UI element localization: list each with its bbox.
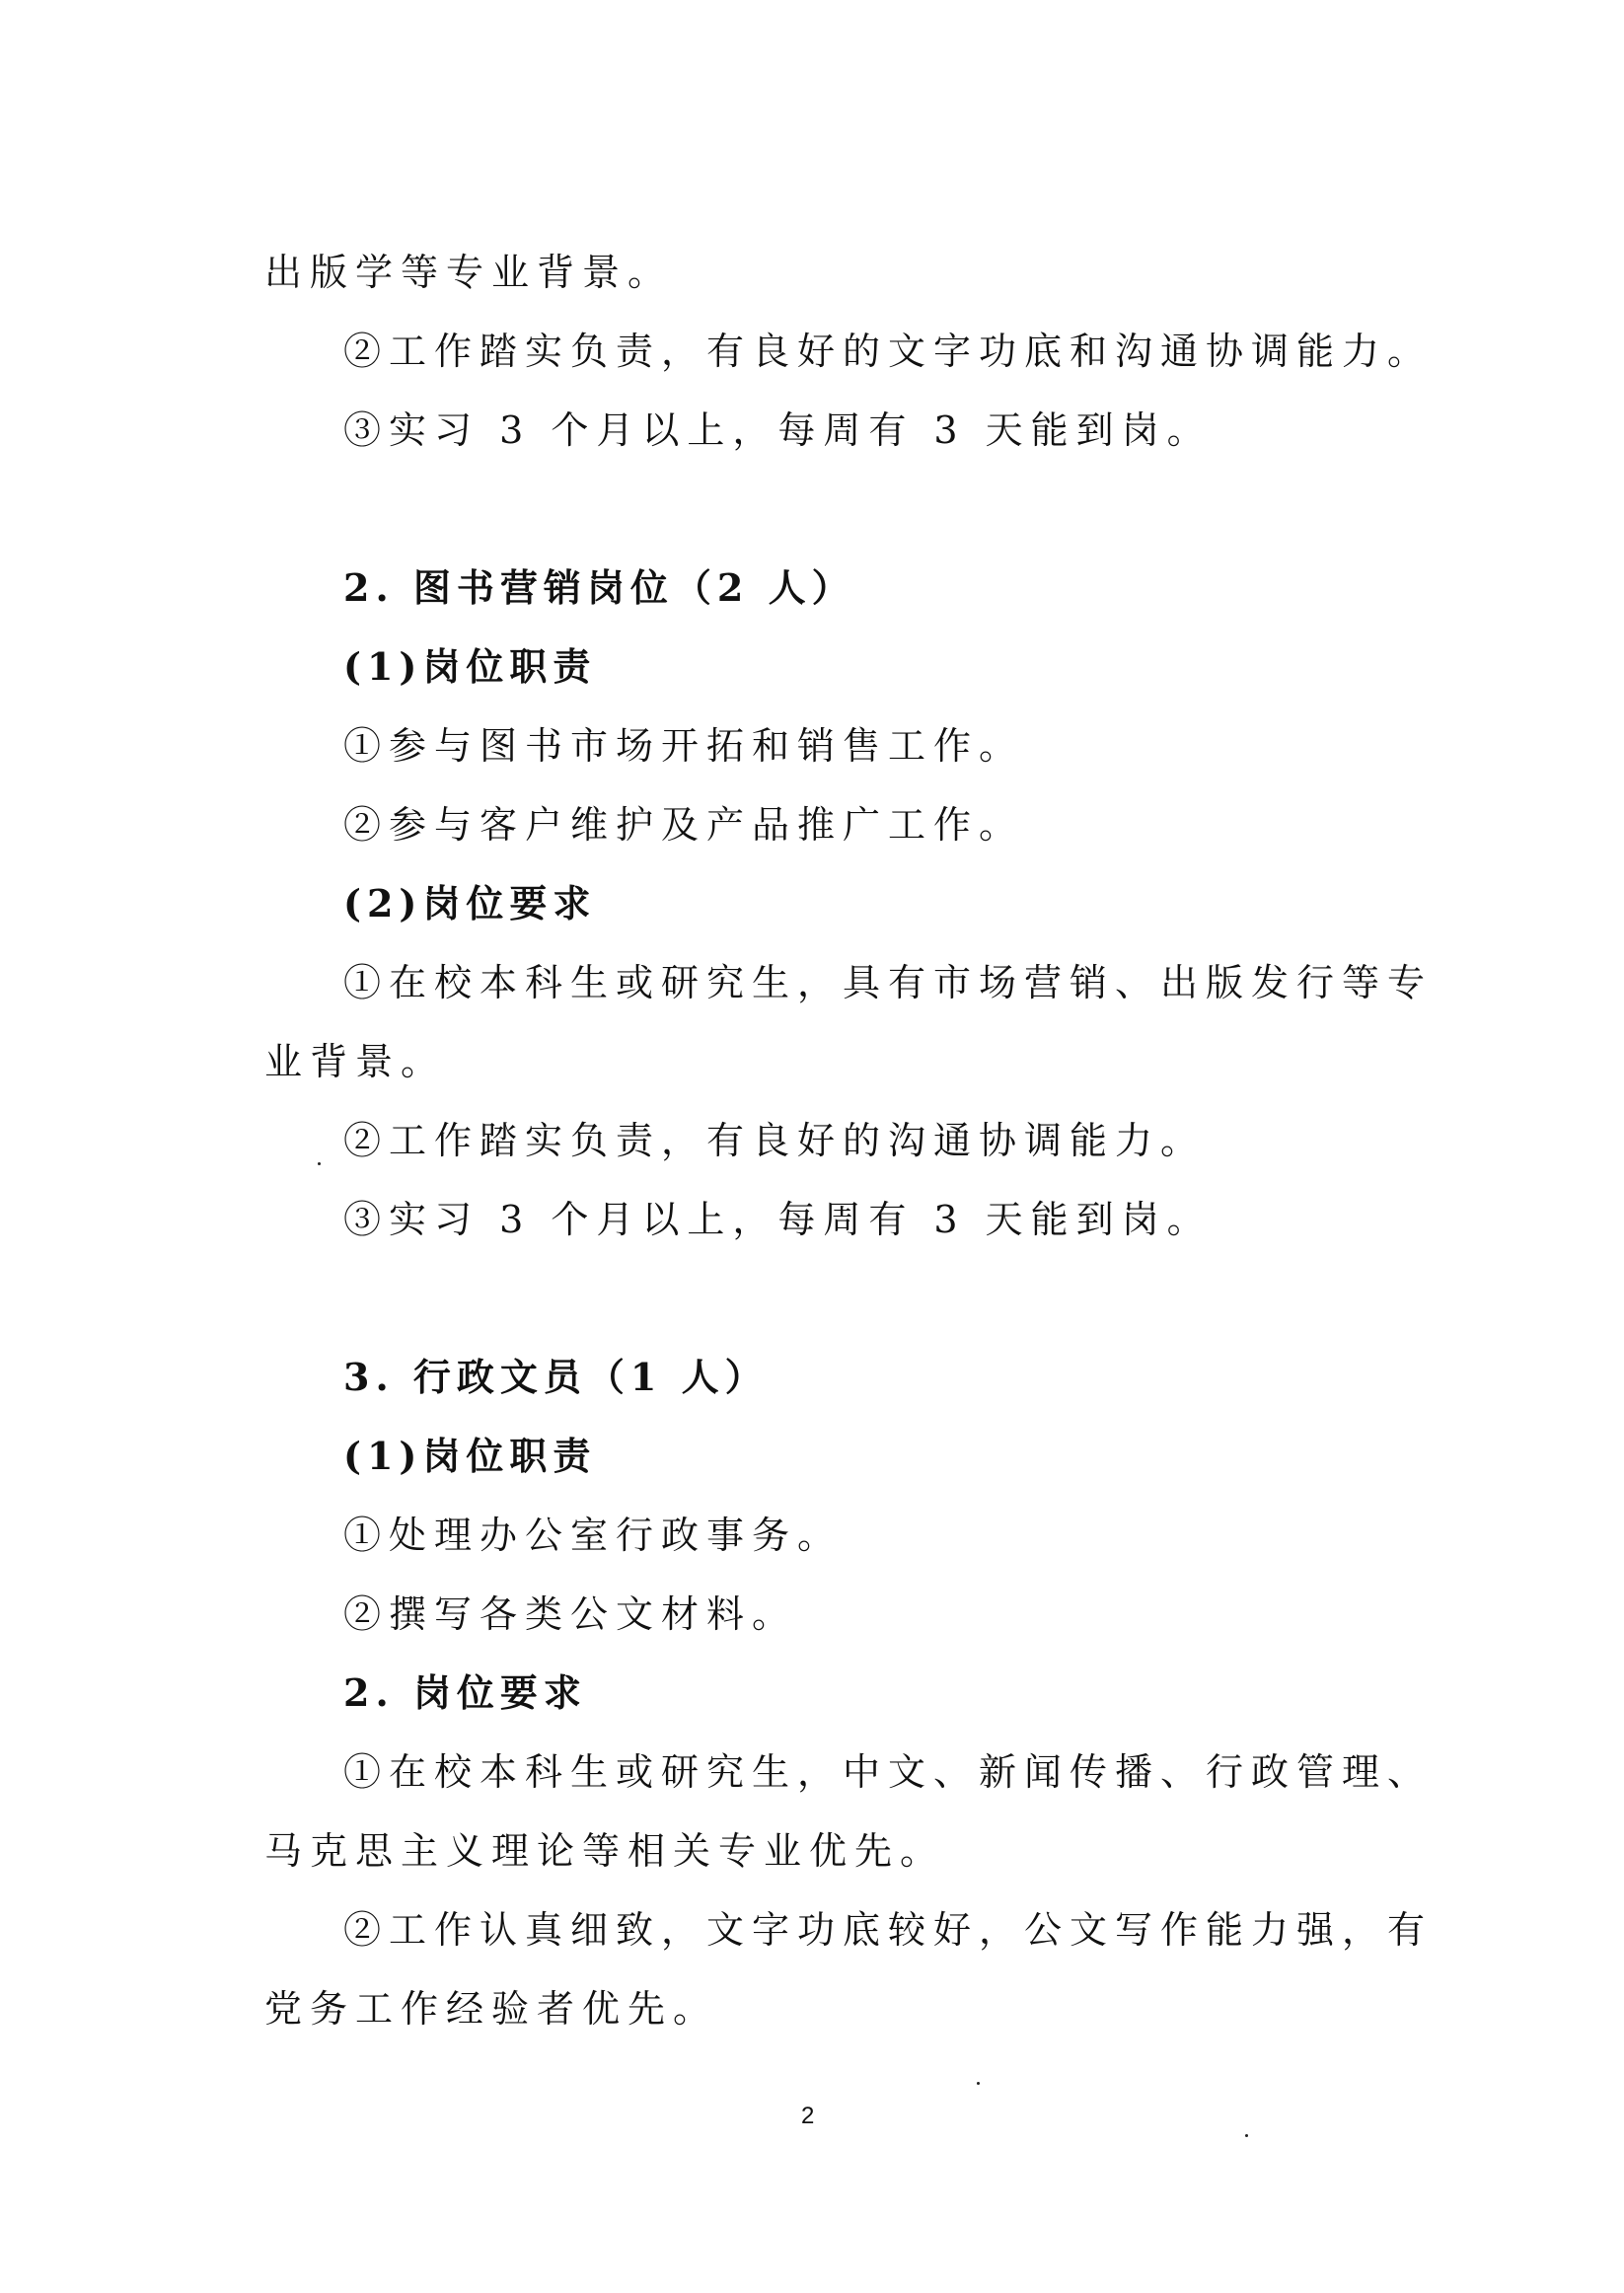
page-number: 2 [801,2103,815,2129]
paragraph-line: 党务工作经验者优先。 [264,1987,719,2031]
paragraph-line: ③实习 3 个月以上，每周有 3 天能到岗。 [343,1198,1213,1241]
paragraph-line: ①在校本科生或研究生，中文、新闻传播、行政管理、 [343,1750,1434,1794]
paragraph-line: 业背景。 [264,1040,447,1083]
section-heading: 3. 行政文员（1 人） [343,1355,769,1399]
paragraph-line: 出版学等专业背景。 [264,251,674,294]
paragraph-line: ②工作踏实负责，有良好的文字功底和沟通协调能力。 [343,330,1434,373]
paragraph-line: ②撰写各类公文材料。 [343,1592,798,1636]
subsection-heading: (1)岗位职责 [343,644,597,689]
subsection-heading: (1)岗位职责 [343,1434,597,1478]
paragraph-line: ③实习 3 个月以上，每周有 3 天能到岗。 [343,408,1213,452]
scan-speck [977,2082,980,2085]
paragraph-line: ②工作踏实负责，有良好的沟通协调能力。 [343,1119,1207,1162]
subsection-heading: (2)岗位要求 [343,881,597,925]
paragraph-line: ②工作认真细致，文字功底较好，公文写作能力强，有 [343,1908,1434,1952]
scan-speck [1245,2134,1248,2137]
subsection-heading: 2. 岗位要求 [343,1670,587,1715]
paragraph-line: ②参与客户维护及产品推广工作。 [343,803,1025,847]
section-heading: 2. 图书营销岗位（2 人） [343,565,855,610]
paragraph-line: ①在校本科生或研究生，具有市场营销、出版发行等专 [343,961,1434,1004]
paragraph-line: 马克思主义理论等相关专业优先。 [264,1829,946,1873]
paragraph-line: ①处理办公室行政事务。 [343,1514,844,1557]
paragraph-line: ①参与图书市场开拓和销售工作。 [343,724,1025,768]
scan-speck [318,1162,321,1165]
